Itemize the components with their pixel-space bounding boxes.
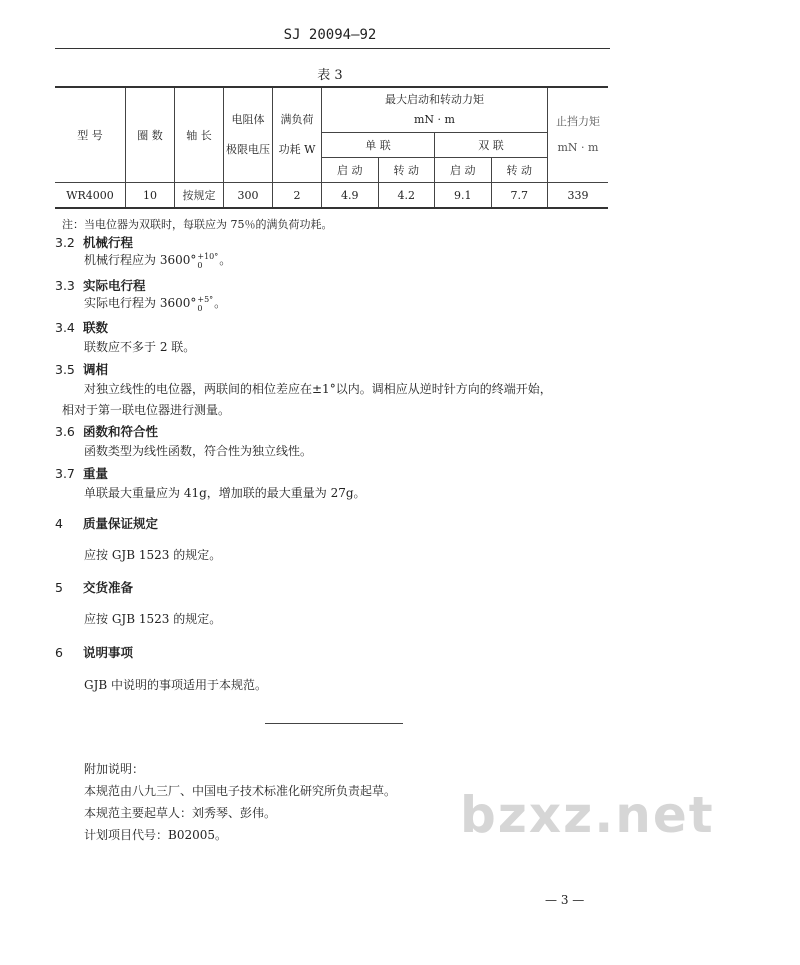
text-end: 。	[214, 296, 227, 310]
watermark: bzxz.net	[460, 786, 715, 844]
cell-single-turn: 4.2	[378, 183, 435, 209]
table-row	[55, 183, 608, 209]
section-3-6-text: 函数类型为线性函数，符合性为独立线性。	[84, 444, 313, 458]
section-title: 函数和符合性	[83, 424, 159, 439]
section-number: 6	[55, 645, 63, 660]
table-note: 注：当电位器为双联时，每联应为 75％的满负荷功耗。	[62, 218, 333, 231]
appendix	[84, 758, 396, 846]
section-3-5-text-cont: 相对于第一联电位器进行测量。	[62, 403, 231, 417]
section-4-text: 应按 GJB 1523 的规定。	[84, 548, 222, 562]
section-title: 机械行程	[83, 235, 134, 250]
cell-stop: 339	[548, 183, 609, 209]
section-title: 联数	[83, 320, 109, 335]
cell-double-start: 9.1	[435, 183, 492, 209]
appendix-line: 计划项目代号：B02005。	[84, 828, 227, 842]
section-title: 调相	[83, 362, 109, 377]
cell-single-start: 4.9	[322, 183, 379, 209]
section-6-text: GJB 中说明的事项适用于本规范。	[84, 678, 268, 692]
th-stop-top: 止挡力矩	[556, 115, 600, 128]
section-3-3	[55, 276, 146, 294]
cell-turns: 10	[126, 183, 175, 209]
section-title: 实际电行程	[83, 278, 146, 293]
cell-power: 2	[273, 183, 322, 209]
th-torque-top: 最大启动和转动力矩	[385, 93, 484, 106]
text-end: 。	[219, 253, 232, 267]
section-3-2	[55, 233, 133, 251]
th-turn1: 转 动	[378, 158, 435, 183]
page-number: — 3 —	[545, 893, 585, 907]
th-power-top: 满负荷	[280, 113, 314, 126]
table-caption: 表 3	[317, 68, 343, 83]
section-3-6	[55, 422, 158, 440]
tolerance-lower: 0	[197, 260, 203, 270]
th-turn2: 转 动	[491, 158, 548, 183]
appendix-line: 本规范由八九三厂、中国电子技术标准化研究所负责起草。	[84, 784, 397, 798]
section-title: 说明事项	[83, 645, 134, 660]
section-3-2-text	[84, 251, 231, 270]
th-start1: 启 动	[322, 158, 379, 183]
cell-voltage: 300	[224, 183, 273, 209]
th-power	[273, 87, 322, 183]
th-model: 型 号	[55, 87, 126, 183]
th-voltage	[224, 87, 273, 183]
end-rule	[265, 723, 403, 724]
th-start2: 启 动	[435, 158, 492, 183]
section-number: 3.4	[55, 320, 75, 335]
appendix-line: 本规范主要起草人：刘秀琴、彭伟。	[84, 806, 277, 820]
tolerance-lower: 0	[197, 303, 203, 313]
section-number: 5	[55, 580, 63, 595]
spec-table	[55, 86, 608, 209]
section-4	[55, 514, 158, 532]
th-turns: 圈 数	[126, 87, 175, 183]
tolerance-upper: +10°	[197, 251, 219, 261]
section-6	[55, 643, 133, 661]
section-number: 3.2	[55, 235, 75, 250]
section-5	[55, 578, 133, 596]
cell-double-turn: 7.7	[491, 183, 548, 209]
text: 实际电行程为 3600°	[84, 296, 197, 310]
cell-model: WR4000	[55, 183, 126, 209]
section-3-5	[55, 360, 108, 378]
tolerance-upper: +5°	[197, 294, 214, 304]
section-title: 交货准备	[83, 580, 134, 595]
section-3-3-text	[84, 294, 226, 313]
section-title: 重量	[83, 466, 109, 481]
th-shaft: 轴 长	[175, 87, 224, 183]
section-number: 3.3	[55, 278, 75, 293]
th-torque-unit: mN · m	[414, 113, 455, 126]
header-rule	[55, 48, 610, 49]
section-3-4-text: 联数应不多于 2 联。	[84, 340, 196, 354]
th-single: 单 联	[322, 133, 435, 158]
th-voltage-bottom: 极限电压	[226, 143, 270, 156]
text: 机械行程应为 3600°	[84, 253, 197, 267]
th-voltage-top: 电阻体	[231, 113, 265, 126]
th-torque	[322, 87, 548, 133]
section-3-7	[55, 464, 108, 482]
document-header: SJ 20094—92	[283, 27, 377, 43]
appendix-title: 附加说明：	[84, 762, 145, 776]
section-3-7-text: 单联最大重量应为 41g，增加联的最大重量为 27g。	[84, 486, 366, 500]
section-3-4	[55, 318, 108, 336]
section-number: 3.5	[55, 362, 75, 377]
section-title: 质量保证规定	[83, 516, 159, 531]
section-number: 4	[55, 516, 63, 531]
cell-shaft: 按规定	[175, 183, 224, 209]
section-number: 3.6	[55, 424, 75, 439]
section-number: 3.7	[55, 466, 75, 481]
tolerance	[197, 252, 218, 270]
th-double: 双 联	[435, 133, 548, 158]
section-5-text: 应按 GJB 1523 的规定。	[84, 612, 222, 626]
th-stop-unit: mN · m	[557, 141, 599, 154]
th-power-bottom: 功耗 W	[278, 143, 316, 156]
th-stop	[548, 87, 609, 183]
section-3-5-text: 对独立线性的电位器，两联间的相位差应在±1°以内。调相应从逆时针方向的终端开始，	[84, 382, 552, 396]
tolerance	[197, 295, 213, 313]
